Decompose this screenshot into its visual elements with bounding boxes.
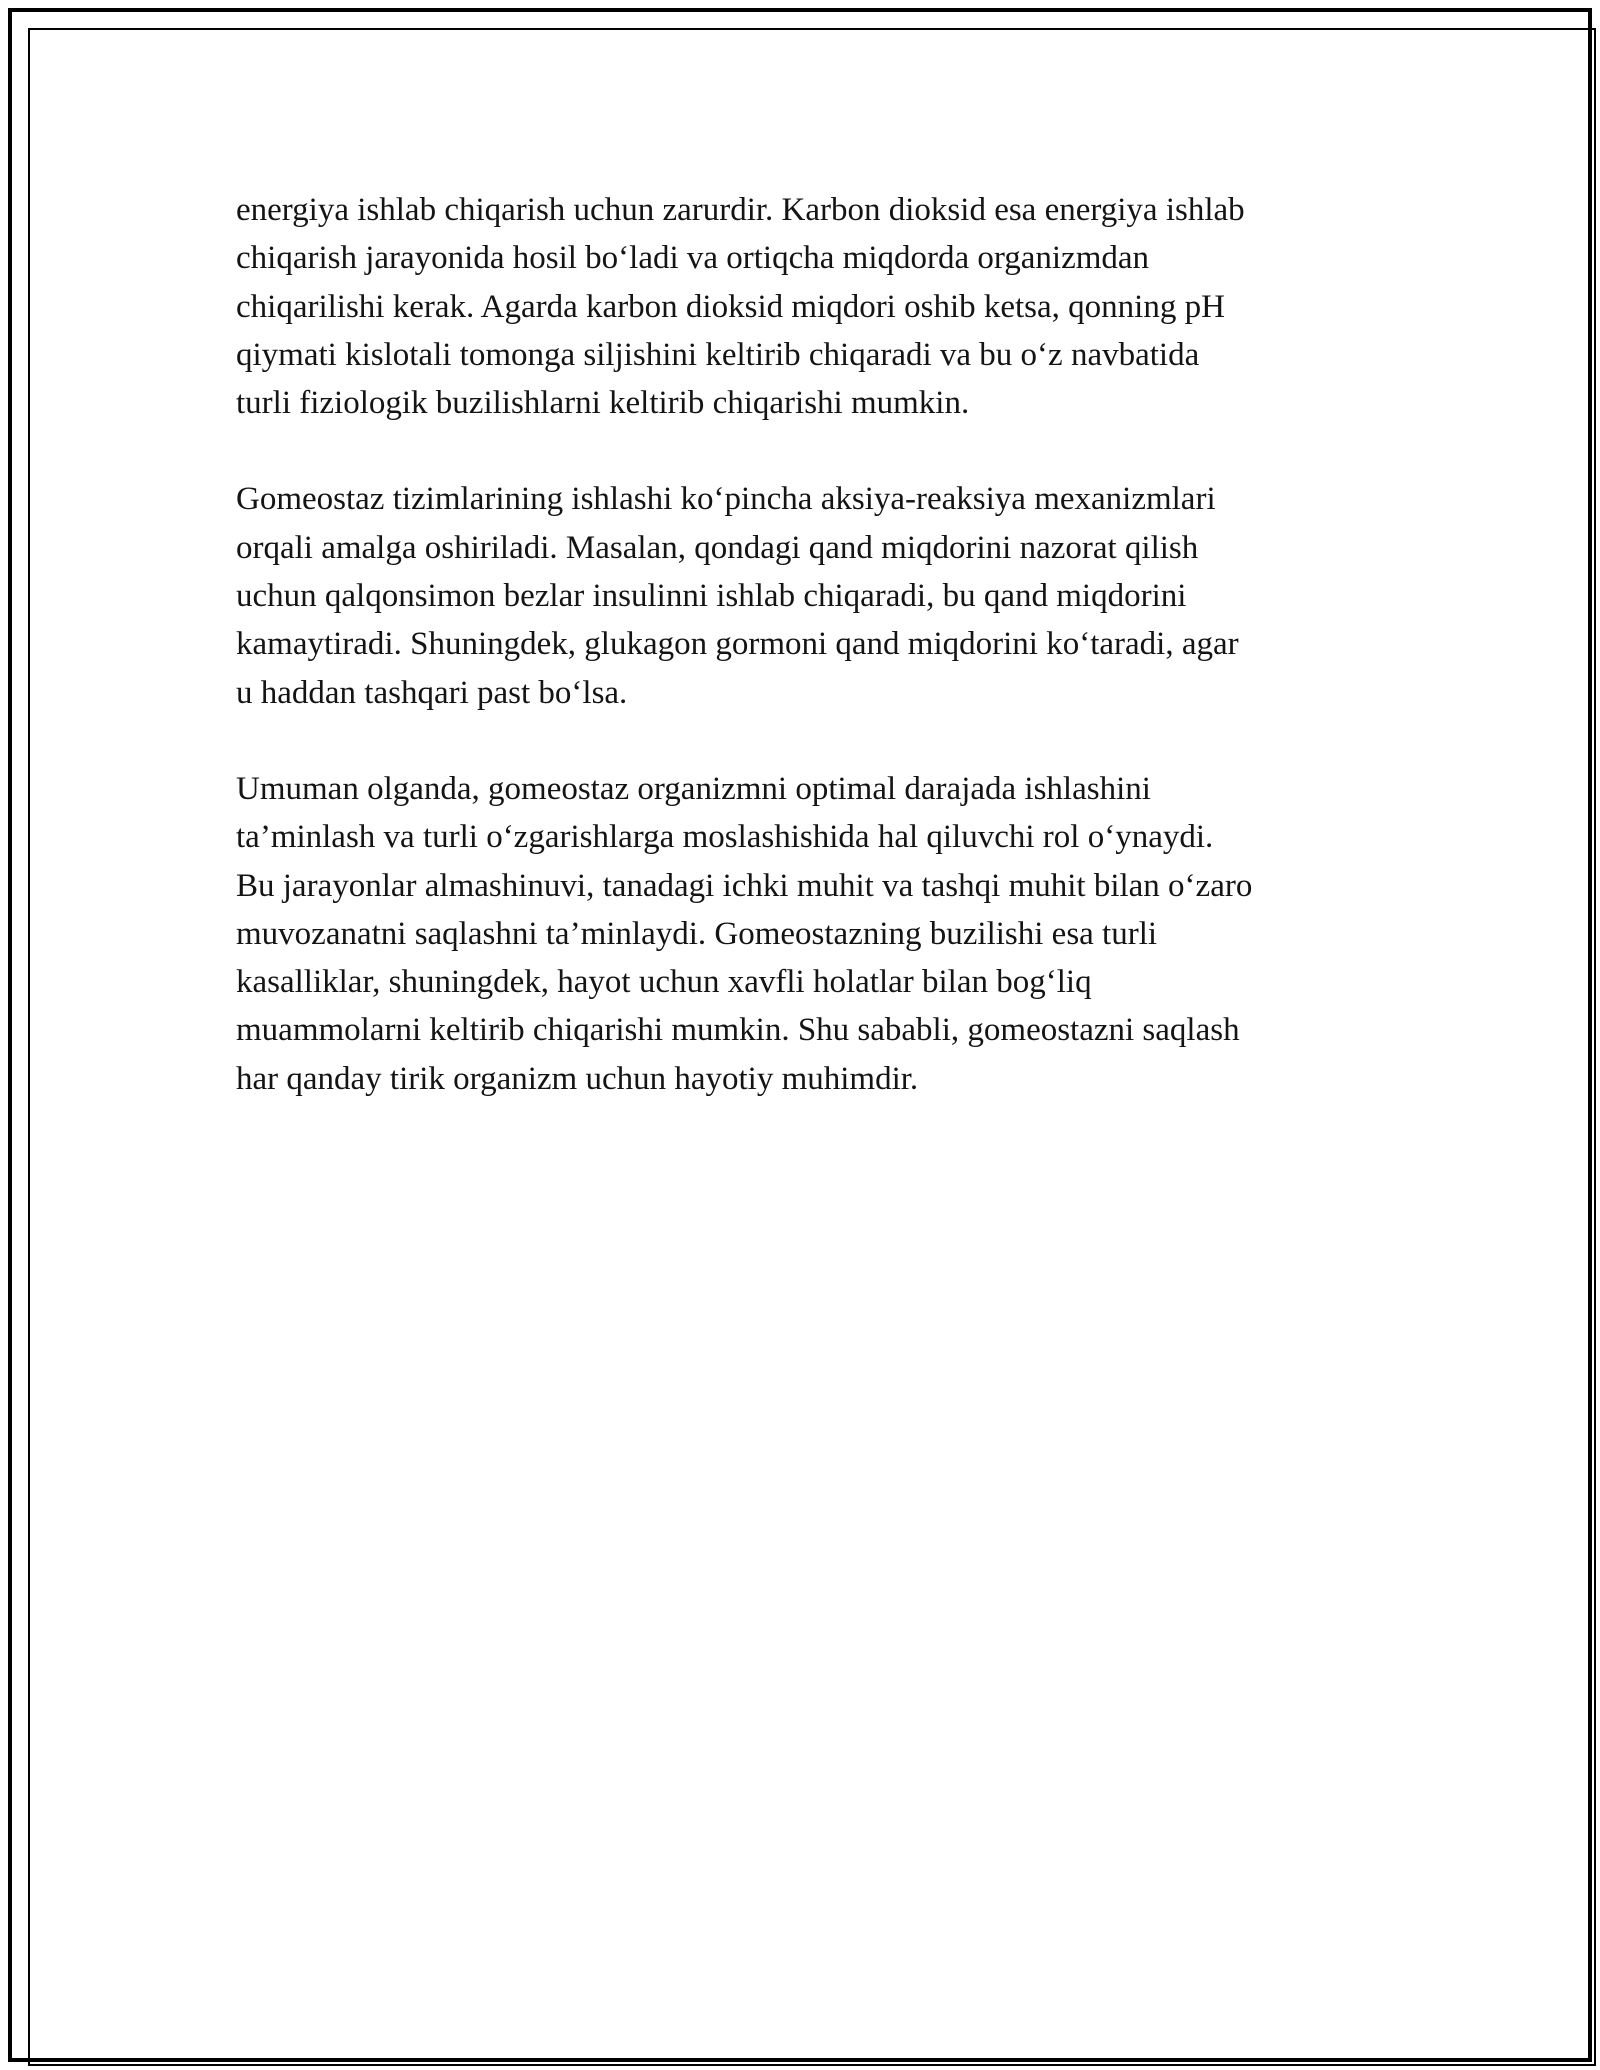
text-line: uchun qalqonsimon bezlar insulinni ishlab chiqaradi, bu qand miqdorini (236, 578, 1187, 615)
paragraph-3 (236, 765, 1416, 1103)
text-line: turli fiziologik buzilishlarni keltirib chiqarishi mumkin. (236, 385, 970, 422)
text-line: Bu jarayonlar almashinuvi, tanadagi ichki muhit va tashqi muhit bilan o‘zaro (236, 867, 1253, 904)
text-line: energiya ishlab chiqarish uchun zarurdir. Karbon dioksid esa energiya ishlab (236, 192, 1245, 228)
paragraph-2 (236, 475, 1416, 716)
text-line: muvozanatni saqlashni ta’minlaydi. Gomeostazning buzilishi esa turli (236, 915, 1158, 952)
text-line: Gomeostaz tizimlarining ishlashi ko‘pincha aksiya-reaksiya mexanizmlari (236, 481, 1216, 518)
text-line: Umuman olganda, gomeostaz organizmni optimal darajada ishlashini (236, 770, 1151, 807)
text-line: muammolarni keltirib chiqarishi mumkin. Shu sababli, gomeostazni saqlash (236, 1012, 1240, 1049)
paragraph-1 (236, 186, 1416, 427)
document-body (236, 186, 1416, 1151)
text-line: ta’minlash va turli o‘zgarishlarga moslashishida hal qiluvchi rol o‘ynaydi. (236, 819, 1214, 856)
text-line: chiqarish jarayonida hosil bo‘ladi va ortiqcha miqdorda organizmdan (236, 240, 1150, 277)
text-line: kasalliklar, shuningdek, hayot uchun xavfli holatlar bilan bog‘liq (236, 964, 1092, 1001)
text-line: har qanday tirik organizm uchun hayotiy muhimdir. (236, 1060, 919, 1097)
text-line: chiqarilishi kerak. Agarda karbon dioksid miqdori oshib ketsa, qonning pH (236, 288, 1225, 325)
text-line: u haddan tashqari past bo‘lsa. (236, 674, 628, 711)
text-line: orqali amalga oshiriladi. Masalan, qondagi qand miqdorini nazorat qilish (236, 529, 1199, 566)
text-line: qiymati kislotali tomonga siljishini keltirib chiqaradi va bu o‘z navbatida (236, 336, 1200, 373)
text-line: kamaytiradi. Shuningdek, glukagon gormoni qand miqdorini ko‘taradi, agar (236, 626, 1239, 663)
